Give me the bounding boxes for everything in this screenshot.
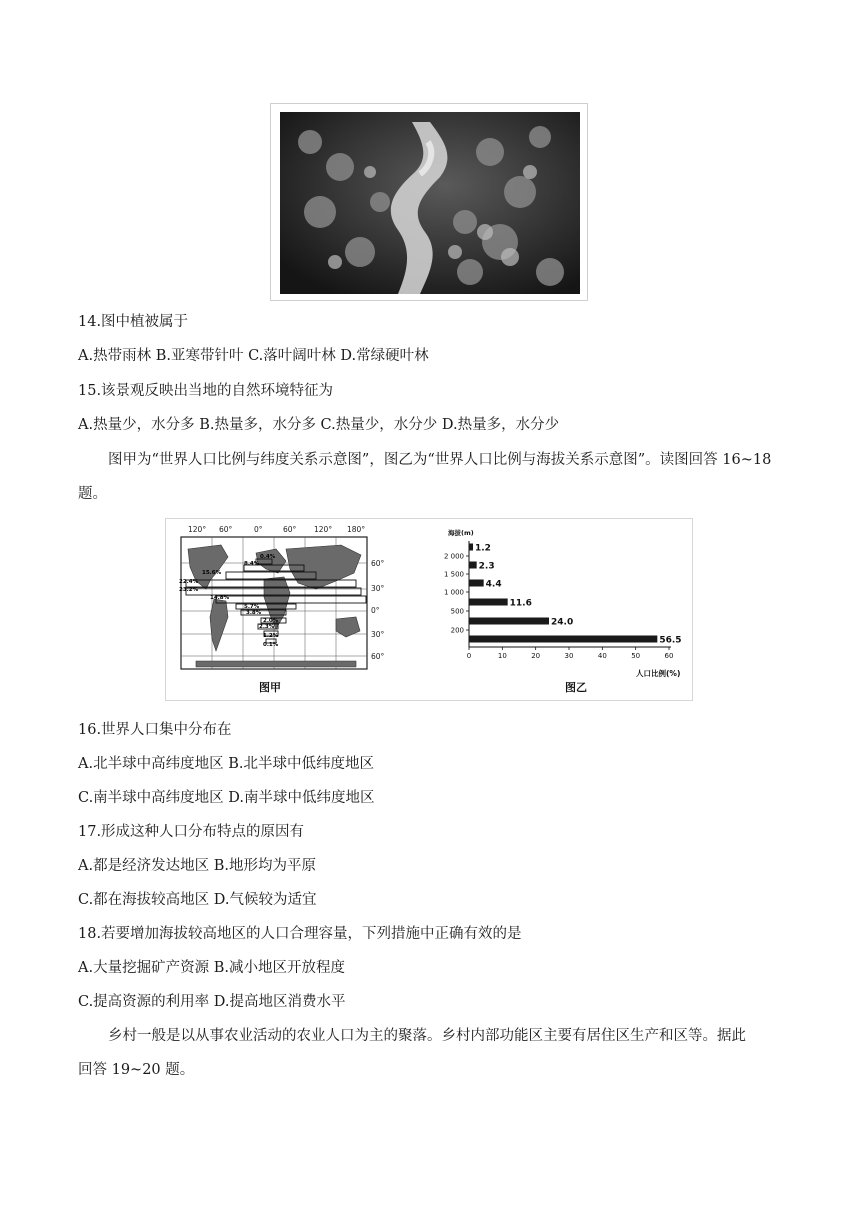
lon-label-2: 60° — [219, 525, 233, 534]
x-tick-label-4: 30 — [564, 652, 574, 660]
question-15-options: A.热量少，水分多 B.热量多，水分多 C.热量少，水分少 D.热量多，水分少 — [78, 417, 560, 433]
x-tick-label-6: 50 — [631, 652, 641, 660]
bar-3 — [469, 580, 484, 587]
band-label-4: 22.4% — [179, 579, 199, 585]
bar-value-label-6: 56.5 — [659, 635, 682, 646]
question-17: 17.形成这种人口分布特点的原因有 — [78, 824, 305, 840]
lon-label-4: 60° — [283, 525, 297, 534]
y-tick-label-5: 200 — [450, 626, 464, 635]
figure-panel — [165, 518, 693, 701]
lat-label-2: 30° — [371, 584, 385, 593]
lat-label-5: 60° — [371, 652, 385, 661]
band-label-10: 2.3% — [259, 624, 275, 630]
x-tick-label-1: 0 — [466, 652, 472, 660]
intro-16-18-line1: 图甲为“世界人口比例与纬度关系示意图”，图乙为“世界人口比例与海拔关系示意图”。读图回答 16~18 — [108, 452, 772, 468]
question-18-options-2: C.提高资源的利用率 D.提高地区消费水平 — [78, 994, 346, 1010]
x-tick-label-5: 40 — [597, 652, 607, 660]
question-15: 15.该景观反映出当地的自然环境特征为 — [78, 383, 334, 399]
bar-6 — [469, 636, 657, 643]
bar-value-label-1: 1.2 — [475, 543, 491, 554]
y-tick-label-2: 1 500 — [443, 570, 464, 579]
band-label-2: 8.4% — [244, 561, 260, 567]
question-18-options-1: A.大量挖掘矿产资源 B.减小地区开放程度 — [78, 960, 345, 976]
question-17-options-2: C.都在海拔较高地区 D.气候较为适宜 — [78, 892, 317, 908]
chart-xlabel: 人口比例(%) — [636, 669, 681, 678]
figure-yi-bar-chart — [444, 528, 682, 694]
band-label-3: 15.6% — [202, 570, 222, 576]
bar-2 — [469, 562, 477, 569]
bar-5 — [469, 618, 549, 625]
intro-19-20-line2: 回答 19~20 题。 — [78, 1062, 195, 1078]
lat-label-4: 30° — [371, 630, 385, 639]
band-label-8: 3.8% — [246, 610, 262, 616]
figure-jia-caption: 图甲 — [259, 681, 281, 694]
y-tick-label-4: 500 — [450, 607, 464, 616]
bar-value-label-4: 11.6 — [509, 598, 532, 609]
band-label-9: 2.0% — [263, 618, 279, 624]
intro-16-18-line2: 题。 — [78, 486, 107, 502]
figure-jia-map — [179, 525, 385, 694]
question-14-options: A.热带雨林 B.亚寒带针叶 C.落叶阔叶林 D.常绿硬叶林 — [78, 348, 429, 364]
bar-value-label-5: 24.0 — [551, 617, 574, 628]
band-label-5: 23.2% — [179, 587, 199, 593]
question-18: 18.若要增加海拔较高地区的人口合理容量，下列措施中正确有效的是 — [78, 926, 522, 942]
aerial-forest-photo — [270, 103, 588, 301]
lon-label-1: 120° — [188, 525, 207, 534]
lon-label-3: 0° — [254, 525, 263, 534]
bar-value-label-3: 4.4 — [485, 579, 502, 590]
bar-4 — [469, 599, 508, 606]
lon-label-6: 180° — [347, 525, 366, 534]
lat-label-1: 60° — [371, 559, 385, 568]
x-tick-label-7: 60 — [664, 652, 674, 660]
question-16-options-2: C.南半球中高纬度地区 D.南半球中低纬度地区 — [78, 790, 375, 806]
intro-19-20-line1: 乡村一般是以从事农业活动的农业人口为主的聚落。乡村内部功能区主要有居住区生产和区等。据此 — [108, 1028, 746, 1044]
bar-value-label-2: 2.3 — [478, 561, 495, 572]
figure-yi-caption: 图乙 — [565, 681, 587, 694]
lon-label-5: 120° — [314, 525, 333, 534]
forest-river-image — [280, 112, 580, 294]
x-tick-label-3: 20 — [531, 652, 541, 660]
question-16-options-1: A.北半球中高纬度地区 B.北半球中低纬度地区 — [78, 756, 374, 772]
chart-ylabel: 海拔(m) — [448, 529, 474, 537]
lat-label-3: 0° — [371, 606, 380, 615]
band-label-1: 0.4% — [260, 554, 276, 560]
band-label-7: 5.7% — [244, 604, 260, 610]
bar-1 — [469, 544, 473, 551]
question-14: 14.图中植被属于 — [78, 314, 189, 330]
question-16: 16.世界人口集中分布在 — [78, 722, 232, 738]
y-tick-label-3: 1 000 — [443, 588, 464, 597]
x-tick-label-2: 10 — [497, 652, 507, 660]
band-label-11: 1.2% — [263, 633, 279, 639]
question-17-options-1: A.都是经济发达地区 B.地形均为平原 — [78, 858, 316, 874]
y-tick-label-1: 2 000 — [443, 552, 464, 561]
band-label-12: 0.1% — [263, 642, 279, 648]
band-label-6: 14.8% — [210, 595, 230, 601]
